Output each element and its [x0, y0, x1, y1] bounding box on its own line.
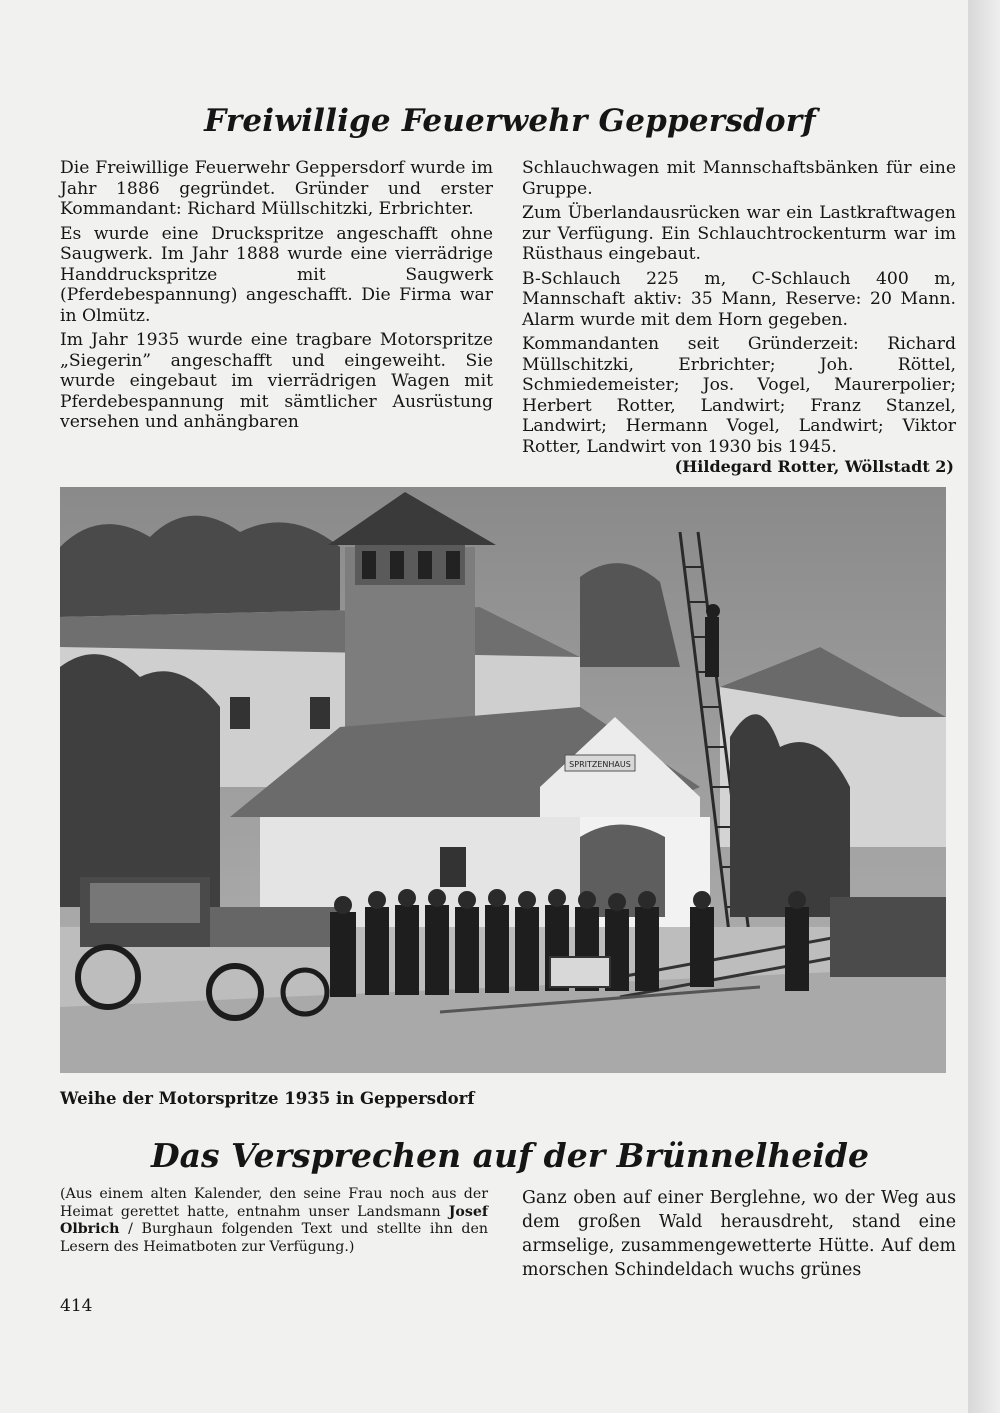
article-right-column [522, 158, 956, 461]
photo-caption: Weihe der Motorspritze 1935 in Geppersdorf [60, 1089, 475, 1108]
page-edge [968, 0, 1000, 1413]
sign-text: SPRITZENHAUS [569, 760, 631, 769]
paragraph: Im Jahr 1935 wurde eine tragbare Motorspritze „Siegerin” angeschafft und eingeweiht. Sie wurde eingebaut im vierrädrigen Wagen mit Pferdebespannung mit sämtlicher Ausrüstung versehen und anhängbaren [60, 330, 493, 432]
paragraph: Es wurde eine Druckspritze angeschafft ohne Saugwerk. Im Jahr 1888 wurde eine vierrädrige Handdruckspritze mit Saugwerk (Pferdebespannung) angeschafft. Die Firma war in Olmütz. [60, 223, 493, 326]
author-byline: (Hildegard Rotter, Wöllstadt 2) [674, 457, 954, 476]
fire-station-photo [60, 487, 946, 1073]
story-text: Ganz oben auf einer Berglehne, wo der Weg aus dem großen Wald herausdreht, stand eine armselige, zusammengewetterte Hütte. Auf dem morschen Schindeldach wuchs grünes [522, 1188, 956, 1280]
author-name: Josef Olbrich [60, 1203, 488, 1237]
article-title-2: Das Versprechen auf der Brünnelheide [150, 1136, 869, 1175]
intro-text-end: / Burghaun folgenden Text und stellte ihn den Lesern des Heimatboten zur Verfügung.) [60, 1221, 488, 1255]
article-left-column [60, 158, 493, 437]
paragraph: B-Schlauch 225 m, C-Schlauch 400 m, Mannschaft aktiv: 35 Mann, Reserve: 20 Mann. Alarm wurde mit dem Horn gegeben. [522, 268, 956, 330]
article-title: Freiwillige Feuerwehr Geppersdorf [204, 103, 816, 139]
paragraph: Schlauchwagen mit Mannschaftsbänken für eine Gruppe. [522, 158, 956, 199]
paragraph: Zum Überlandausrücken war ein Lastkraftwagen zur Verfügung. Ein Schlauchtrockenturm war im Rüsthaus eingebaut. [522, 203, 956, 264]
paragraph: Kommandanten seit Gründerzeit: Richard Müllschitzki, Erbrichter; Joh. Röttel, Schmiedemeister; Jos. Vogel, Maurerpolier; Herbert Rotter, Landwirt; Franz Stanzel, Landwirt; Hermann Vogel, Landwirt; Viktor Rotter, Landwirt von 1930 bis 1945. [522, 334, 956, 457]
article-intro [60, 1186, 488, 1256]
page-number: 414 [60, 1296, 93, 1316]
paragraph: Die Freiwillige Feuerwehr Geppersdorf wurde im Jahr 1886 gegründet. Gründer und erster Kommandant: Richard Müllschitzki, Erbrichter. [60, 158, 493, 219]
intro-text: (Aus einem alten Kalender, den seine Frau noch aus der Heimat gerettet hatte, entnahm unser Landsmann [60, 1186, 488, 1220]
